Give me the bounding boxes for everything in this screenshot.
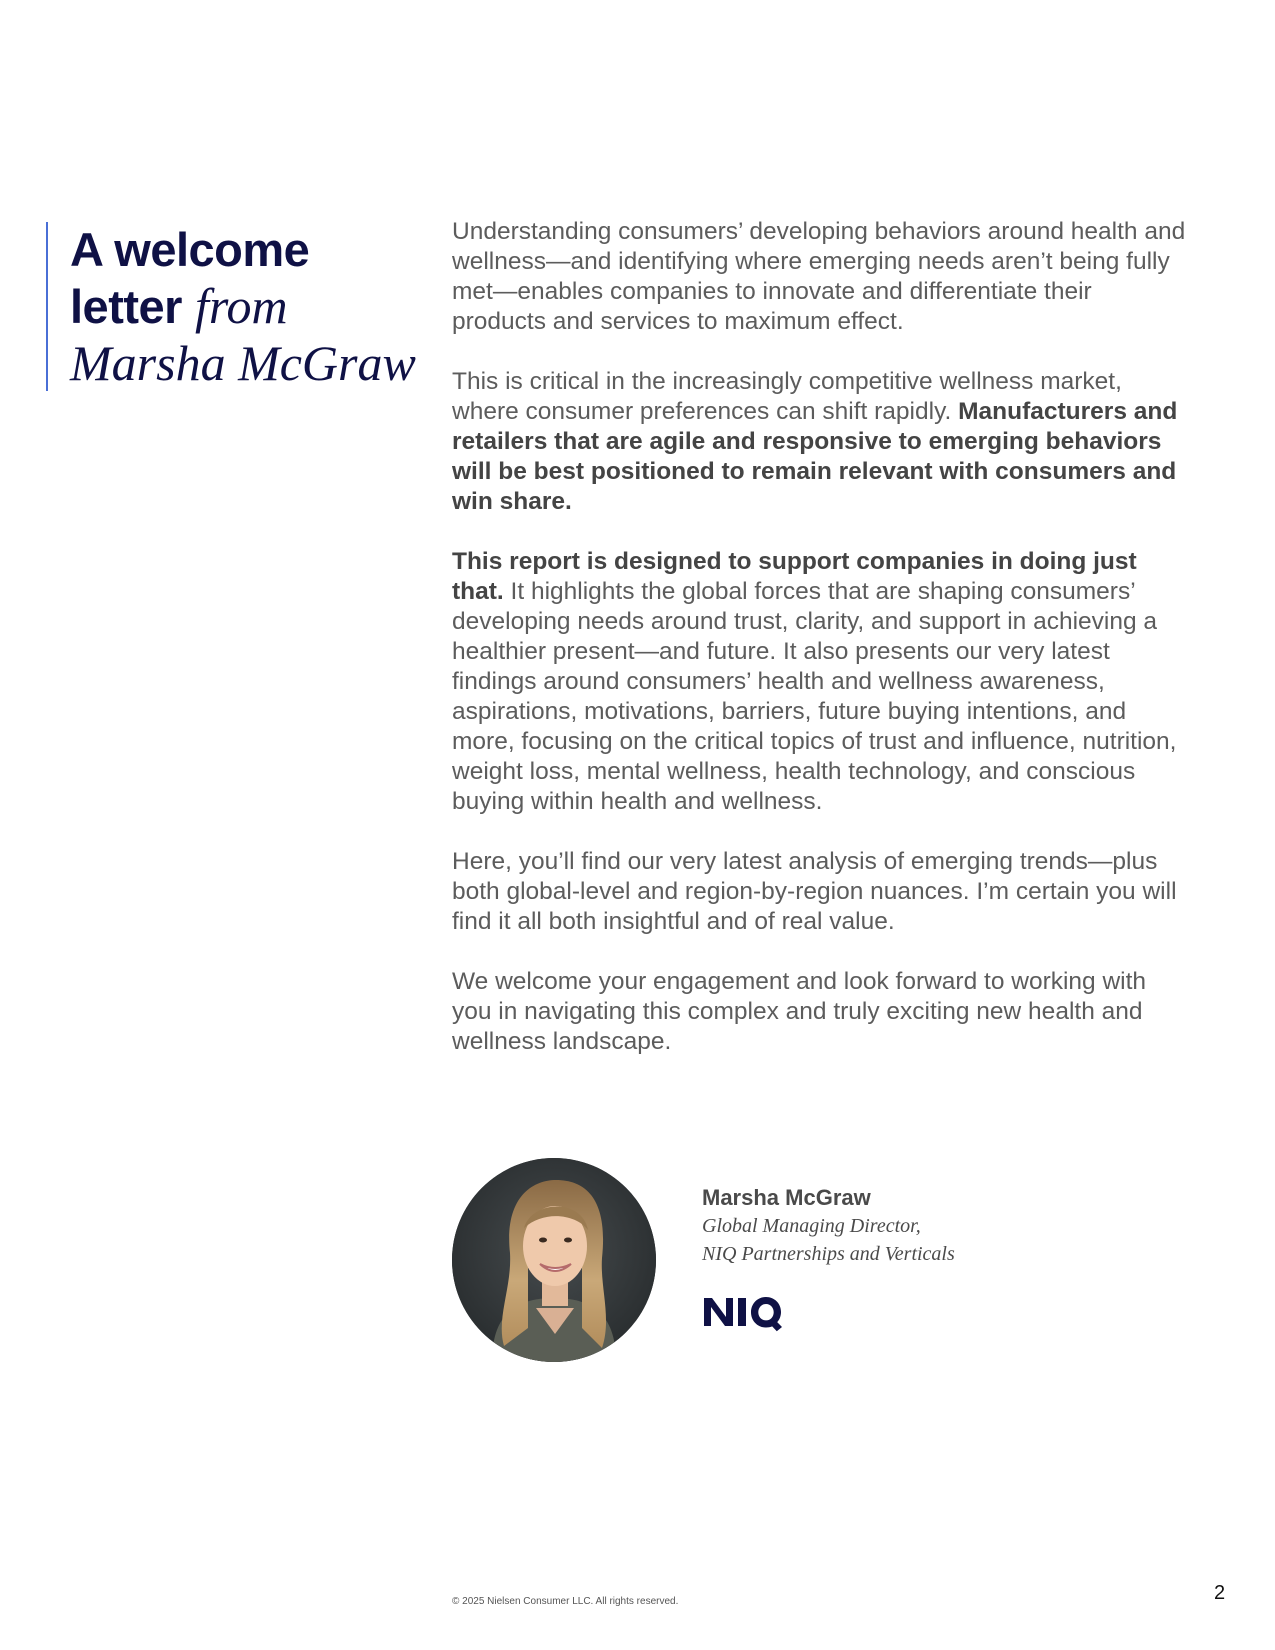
copyright-footer: © 2025 Nielsen Consumer LLC. All rights reserved. <box>452 1596 679 1607</box>
title-line-2 <box>70 278 440 335</box>
letter-body <box>452 217 1192 1087</box>
author-name: Marsha McGraw <box>702 1185 871 1210</box>
niq-logo-mark <box>702 1293 786 1333</box>
paragraph-3-emphasis: This report is designed to support companies in doing just that. <box>452 548 1137 605</box>
author-portrait-illustration <box>452 1158 656 1362</box>
paragraph-4: Here, you’ll find our very latest analysis of emerging trends—plus both global-level and region-by-region nuances. I’m certain you will find it all both insightful and of real value. <box>452 848 1177 935</box>
paragraph-5: We welcome your engagement and look forward to working with you in navigating this complex and truly exciting new health and wellness landscape. <box>452 968 1147 1055</box>
page-number: 2 <box>1214 1582 1226 1604</box>
niq-logo <box>702 1293 786 1333</box>
paragraph-2-text: This is critical in the increasingly competitive wellness market, where consumer preferences can shift rapidly. <box>452 368 1122 425</box>
paragraph-2 <box>452 367 1192 517</box>
paragraph-3 <box>452 547 1192 817</box>
title-word-from: from <box>195 278 288 334</box>
letter-title <box>46 222 440 391</box>
author-title-line-2: NIQ Partnerships and Verticals <box>702 1243 955 1265</box>
paragraph-1: Understanding consumers’ developing behaviors around health and wellness—and identifying where emerging needs aren’t being fully met—enables companies to innovate and differentiate their products and services to maximum effect. <box>452 218 1186 335</box>
author-signature <box>702 1184 1102 1268</box>
title-line-3: Marsha McGraw <box>70 335 416 391</box>
paragraph-2-emphasis: Manufacturers and retailers that are agile and responsive to emerging behaviors will be best positioned to remain relevant with consumers and win share. <box>452 398 1178 515</box>
title-line-1: A welcome <box>70 223 310 276</box>
title-word-letter: letter <box>70 280 182 333</box>
paragraph-3-text: It highlights the global forces that are shaping consumers’ developing needs around trust, clarity, and support in achieving a healthier present—and future. It also presents our very latest findings around consumers’ health and wellness awareness, aspirations, motivations, barriers, future buying intentions, and more, focusing on the critical topics of trust and influence, nutrition, weight loss, mental wellness, health technology, and conscious buying within health and wellness. <box>452 578 1177 815</box>
author-photo <box>452 1158 656 1362</box>
author-title-line-1: Global Managing Director, <box>702 1215 921 1237</box>
